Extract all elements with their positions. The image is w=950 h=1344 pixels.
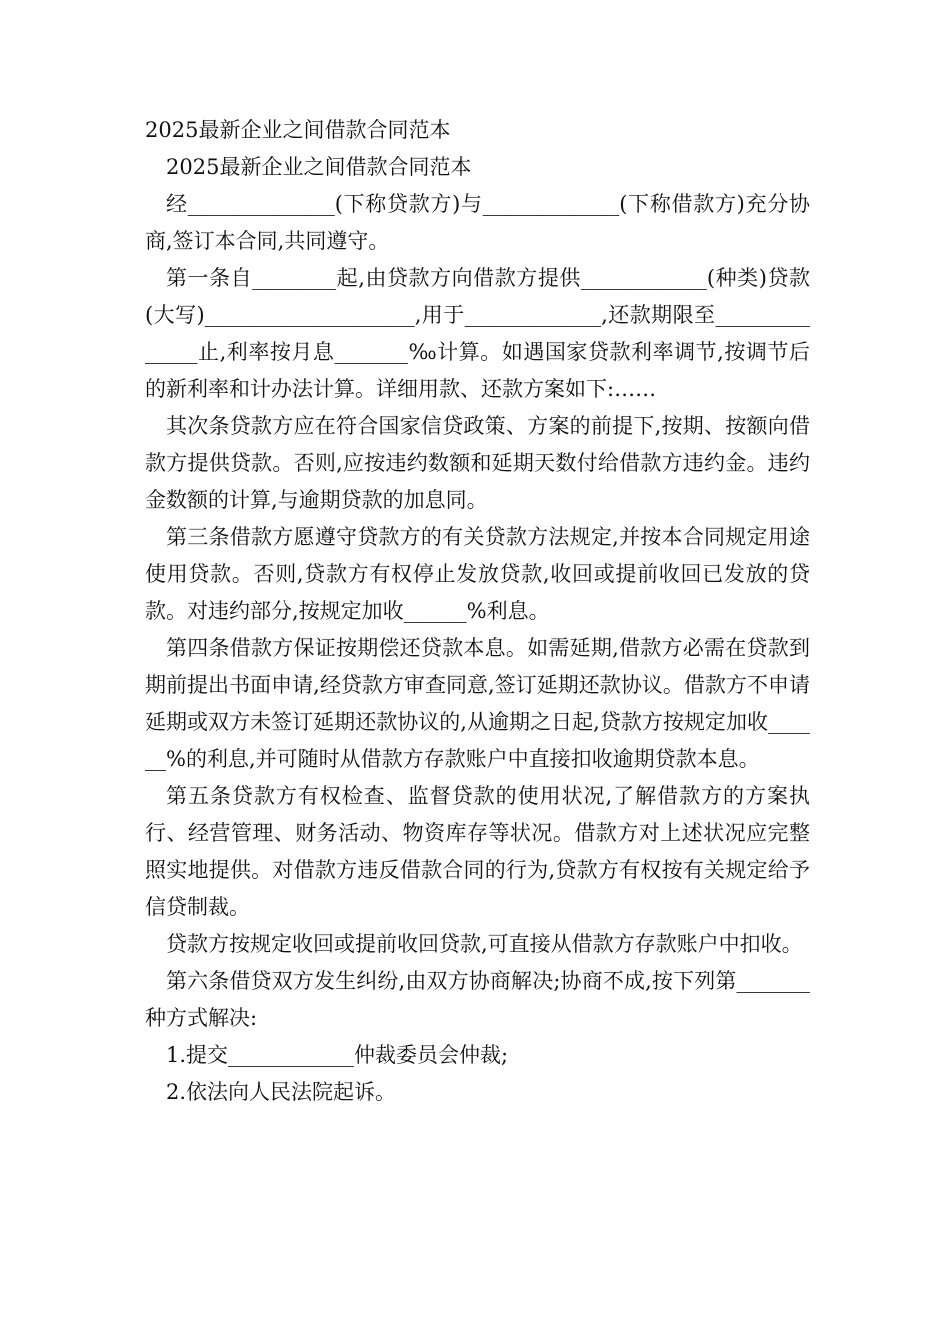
contract-preamble: 经______________(下称贷款方)与_____________(下称借款方)充分协商,签订本合同,共同遵守。 [145,192,810,253]
article-6-option-1: 1.提交____________仲裁委员会仲裁; [166,1043,509,1067]
document-subtitle: 2025最新企业之间借款合同范本 [166,155,472,179]
document-title: 2025最新企业之间借款合同范本 [145,118,451,142]
article-1: 第一条自________起,由贷款方向借款方提供____________(种类)贷款(大写)____________________,用于_____________,还款期限至______________止,利率按月息_______‰计算。如遇国家贷款利率调节,按调节后的新利率和计办法计算。详细用款、还款方案如下:…… [145,266,810,401]
article-6-option-2: 2.依法向人民法院起诉。 [166,1080,397,1104]
article-5: 第五条贷款方有权检查、监督贷款的使用状况,了解借款方的方案执行、经营管理、财务活动、物资库存等状况。借款方对上述状况应完整照实地提供。对借款方违反借款合同的行为,贷款方有权按有关规定给予信贷制裁。 [145,784,810,919]
article-2: 其次条贷款方应在符合国家信贷政策、方案的前提下,按期、按额向借款方提供贷款。否则,应按违约数额和延期天数付给借款方违约金。违约金数额的计算,与逾期贷款的加息同。 [145,414,810,512]
article-3: 第三条借款方愿遵守贷款方的有关贷款方法规定,并按本合同规定用途使用贷款。否则,贷款方有权停止发放贷款,收回或提前收回已发放的贷款。对违约部分,按规定加收______%利息。 [145,525,810,623]
document-body [145,112,810,1111]
article-4: 第四条借款方保证按期偿还贷款本息。如需延期,借款方必需在贷款到期前提出书面申请,经贷款方审查同意,签订延期还款协议。借款方不申请延期或双方未签订延期还款协议的,从逾期之日起,贷款方按规定加收______%的利息,并可随时从借款方存款账户中直接扣收逾期贷款本息。 [145,636,810,771]
article-5-supplement: 贷款方按规定收回或提前收回贷款,可直接从借款方存款账户中扣收。 [166,932,803,956]
article-6: 第六条借贷双方发生纠纷,由双方协商解决;协商不成,按下列第_______种方式解决: [145,969,810,1030]
